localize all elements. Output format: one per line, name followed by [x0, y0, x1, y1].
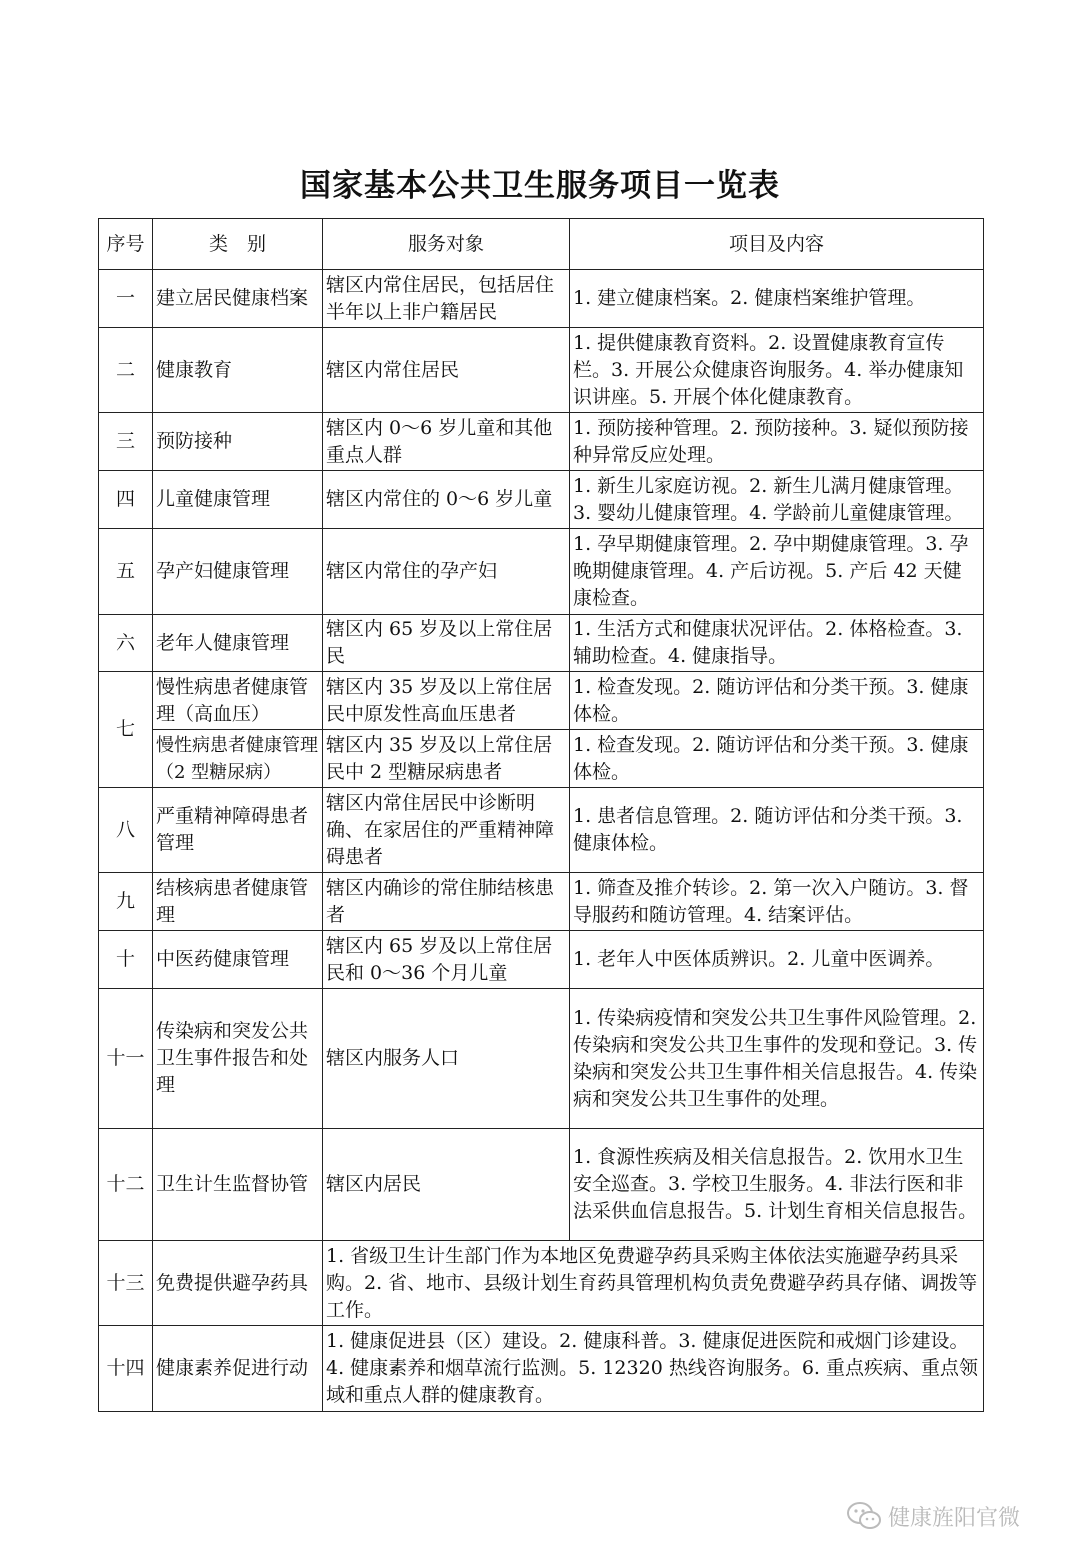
row-content: 1. 孕早期健康管理。2. 孕中期健康管理。3. 孕晚期健康管理。4. 产后访视。5. 产后 42 天健康检查。 — [570, 529, 984, 615]
header-content: 项目及内容 — [570, 219, 984, 270]
row-category: 老年人健康管理 — [153, 615, 323, 672]
row-num: 六 — [99, 615, 153, 672]
row-num: 十二 — [99, 1129, 153, 1241]
row-num: 九 — [99, 873, 153, 931]
row-category: 慢性病患者健康管理（2 型糖尿病） — [153, 730, 323, 788]
row-target: 辖区内常住的 0～6 岁儿童 — [323, 471, 570, 529]
row-content: 1. 生活方式和健康状况评估。2. 体格检查。3. 辅助检查。4. 健康指导。 — [570, 615, 984, 672]
header-num: 序号 — [99, 219, 153, 270]
row-num: 七 — [99, 672, 153, 788]
row-content: 1. 新生儿家庭访视。2. 新生儿满月健康管理。3. 婴幼儿健康管理。4. 学龄前儿童健康管理。 — [570, 471, 984, 529]
table-row — [99, 672, 984, 730]
table-row — [99, 270, 984, 328]
row-target: 辖区内 35 岁及以上常住居民中原发性高血压患者 — [323, 672, 570, 730]
row-category: 免费提供避孕药具 — [153, 1241, 323, 1326]
row-content: 1. 建立健康档案。2. 健康档案维护管理。 — [570, 270, 984, 328]
row-category: 健康素养促进行动 — [153, 1326, 323, 1412]
row-num: 四 — [99, 471, 153, 529]
row-content: 1. 老年人中医体质辨识。2. 儿童中医调养。 — [570, 931, 984, 989]
row-num: 一 — [99, 270, 153, 328]
row-category: 严重精神障碍患者管理 — [153, 788, 323, 873]
row-target: 辖区内居民 — [323, 1129, 570, 1241]
row-num: 三 — [99, 413, 153, 471]
table-row — [99, 328, 984, 413]
row-category: 儿童健康管理 — [153, 471, 323, 529]
row-target: 辖区内确诊的常住肺结核患者 — [323, 873, 570, 931]
row-target: 辖区内 65 岁及以上常住居民 — [323, 615, 570, 672]
service-table — [98, 218, 984, 1412]
row-content: 1. 省级卫生计生部门作为本地区免费避孕药具采购主体依法实施避孕药具采购。2. 省、地市、县级计划生育药具管理机构负责免费避孕药具存储、调拨等工作。 — [323, 1241, 984, 1326]
row-target: 辖区内常住居民，包括居住半年以上非户籍居民 — [323, 270, 570, 328]
table-row — [99, 873, 984, 931]
table-row — [99, 615, 984, 672]
row-target: 辖区内 35 岁及以上常住居民中 2 型糖尿病患者 — [323, 730, 570, 788]
watermark-text: 健康旌阳官微 — [888, 1505, 1021, 1531]
row-category: 传染病和突发公共卫生事件报告和处理 — [153, 989, 323, 1129]
row-category: 建立居民健康档案 — [153, 270, 323, 328]
row-target: 辖区内服务人口 — [323, 989, 570, 1129]
table-row — [99, 931, 984, 989]
row-num: 十一 — [99, 989, 153, 1129]
row-content: 1. 传染病疫情和突发公共卫生事件风险管理。2. 传染病和突发公共卫生事件的发现和登记。3. 传染病和突发公共卫生事件相关信息报告。4. 传染病和突发公共卫生事件的处理。 — [570, 989, 984, 1129]
row-content: 1. 食源性疾病及相关信息报告。2. 饮用水卫生安全巡查。3. 学校卫生服务。4. 非法行医和非法采供血信息报告。5. 计划生育相关信息报告。 — [570, 1129, 984, 1241]
table-row — [99, 529, 984, 615]
row-content: 1. 提供健康教育资料。2. 设置健康教育宣传栏。3. 开展公众健康咨询服务。4. 举办健康知识讲座。5. 开展个体化健康教育。 — [570, 328, 984, 413]
row-category: 健康教育 — [153, 328, 323, 413]
row-category: 结核病患者健康管理 — [153, 873, 323, 931]
row-num: 十四 — [99, 1326, 153, 1412]
row-category: 孕产妇健康管理 — [153, 529, 323, 615]
row-category: 预防接种 — [153, 413, 323, 471]
header-category: 类 别 — [153, 219, 323, 270]
table-row — [99, 989, 984, 1129]
table-header-row — [99, 219, 984, 270]
row-num: 五 — [99, 529, 153, 615]
wechat-icon — [846, 1501, 882, 1531]
row-num: 八 — [99, 788, 153, 873]
row-target: 辖区内常住居民 — [323, 328, 570, 413]
table-row — [99, 1326, 984, 1412]
row-target: 辖区内常住的孕产妇 — [323, 529, 570, 615]
row-target: 辖区内 65 岁及以上常住居民和 0～36 个月儿童 — [323, 931, 570, 989]
table-row — [99, 730, 984, 788]
row-category: 慢性病患者健康管理（高血压） — [153, 672, 323, 730]
page-title: 国家基本公共卫生服务项目一览表 — [300, 168, 780, 204]
row-target: 辖区内 0～6 岁儿童和其他重点人群 — [323, 413, 570, 471]
table-row — [99, 1129, 984, 1241]
table-row — [99, 413, 984, 471]
row-content: 1. 健康促进县（区）建设。2. 健康科普。3. 健康促进医院和戒烟门诊建设。4. 健康素养和烟草流行监测。5. 12320 热线咨询服务。6. 重点疾病、重点领域和重点人群的健康教育。 — [323, 1326, 984, 1412]
row-content: 1. 检查发现。2. 随访评估和分类干预。3. 健康体检。 — [570, 672, 984, 730]
row-content: 1. 患者信息管理。2. 随访评估和分类干预。3. 健康体检。 — [570, 788, 984, 873]
row-content: 1. 预防接种管理。2. 预防接种。3. 疑似预防接种异常反应处理。 — [570, 413, 984, 471]
row-content: 1. 筛查及推介转诊。2. 第一次入户随访。3. 督导服药和随访管理。4. 结案评估。 — [570, 873, 984, 931]
row-num: 十三 — [99, 1241, 153, 1326]
row-content: 1. 检查发现。2. 随访评估和分类干预。3. 健康体检。 — [570, 730, 984, 788]
row-num: 十 — [99, 931, 153, 989]
header-target: 服务对象 — [323, 219, 570, 270]
table-row — [99, 1241, 984, 1326]
row-target: 辖区内常住居民中诊断明确、在家居住的严重精神障碍患者 — [323, 788, 570, 873]
table-row — [99, 471, 984, 529]
row-category: 卫生计生监督协管 — [153, 1129, 323, 1241]
row-num: 二 — [99, 328, 153, 413]
row-category: 中医药健康管理 — [153, 931, 323, 989]
watermark — [846, 1496, 1056, 1536]
table-row — [99, 788, 984, 873]
